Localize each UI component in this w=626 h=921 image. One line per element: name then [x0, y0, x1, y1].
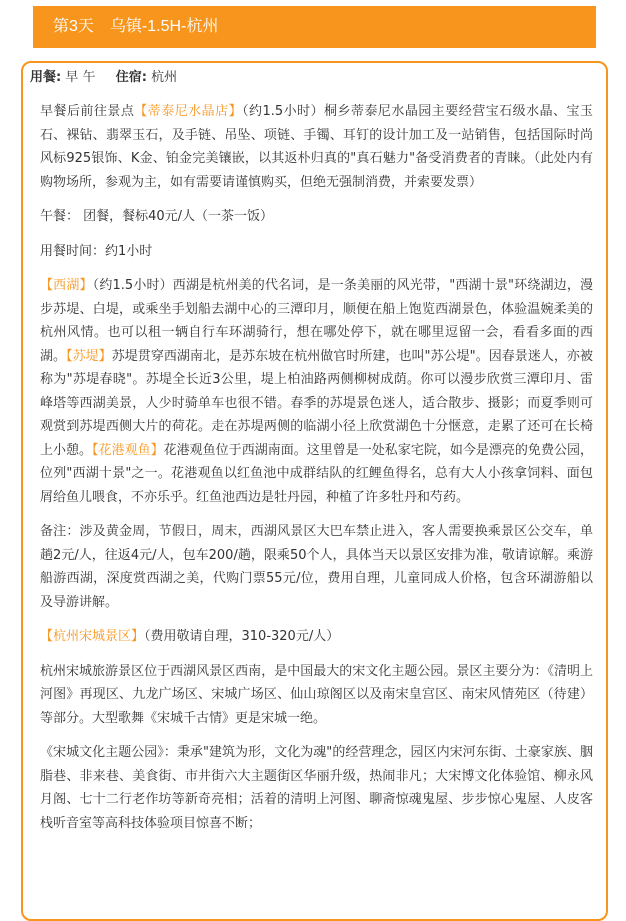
stay-label: 住宿: [115, 70, 147, 85]
meal-label: 用餐: [30, 70, 62, 85]
day-number: 第3天 [53, 18, 94, 35]
highlight-crystal-shop: 【蒂泰尼水晶店】 [134, 104, 243, 119]
paragraph-west-lake [40, 274, 593, 509]
text: 苏堤贯穿西湖南北，是苏东坡在杭州做官时所建，也叫"苏公堤"。因春景迷人，亦被称为"苏堤春晓"。苏堤全长近3公里，堤上柏油路两侧柳树成荫。你可以漫步欣赏三潭印月、雷峰塔等西湖美景，人少时骑单车也很不错。春季的苏堤景色迷人，适合散步、摄影；而夏季则可观赏到苏堤西侧大片的荷花。走在苏堤两侧的临湖小径上欣赏湖色十分惬意，走累了还可在长椅上小憩。 [40, 348, 593, 458]
day-header [33, 6, 596, 48]
paragraph-crystal-shop [40, 100, 593, 194]
meal-stay-info [30, 68, 177, 88]
meal-value: 早 午 [65, 70, 96, 85]
stay-value: 杭州 [151, 70, 178, 85]
paragraph-meal-time: 用餐时间：约1小时 [40, 243, 153, 259]
itinerary-content [40, 100, 593, 846]
highlight-songcheng: 【杭州宋城景区】 [40, 629, 145, 644]
highlight-huagang: 【花港观鱼】 [92, 442, 164, 458]
text: （约1.5小时）西湖是杭州美的代名词，是一条美丽的风光带，"西湖十景"环绕湖边，漫步苏堤、白堤，或乘坐手划船去湖中心的三潭印月，顺便在船上饱览西湖景色，体验温婉柔美的杭州风情。也可以租一辆自行车环湖骑行，想在哪处停下，就在哪里逗留一会，看看多面的西湖。 [40, 278, 593, 364]
text: 早餐后前往景点 [40, 104, 135, 119]
paragraph-lunch: 午餐： 团餐，餐标40元/人（一茶一饭） [40, 209, 274, 224]
paragraph-remarks: 备注：涉及黄金周，节假日，周末，西湖风景区大巴车禁止进入，客人需要换乘景区公交车，单趟2元/人，往返4元/人，包车200/趟，限乘50个人，具体当天以景区安排为准，敬请谅解。乘游船游西湖，深度赏西湖之美，代购门票55元/位，费用自理，儿童同成人价格，包含环湖游船以及导游讲解。 [40, 524, 593, 610]
paragraph-songcheng-title [40, 625, 593, 649]
day-route: 乌镇-1.5H-杭州 [109, 18, 219, 35]
text: （约1.5小时）桐乡蒂泰尼水晶园主要经营宝石级水晶、宝玉石、裸钻、翡翠玉石，及手链、吊坠、项链、手镯、耳钉的设计加工及一站销售，包括国际时尚风标925银饰、K金、铂金完美镶嵌，以其返朴归真的"真石魅力"备受消费者的青睐。（此处内有购物场所，参观为主，如有需要请谨慎购买，但绝无强制消费，并索要发票） [40, 104, 593, 190]
highlight-west-lake: 【西湖】 [40, 278, 93, 293]
text: （费用敬请自理，310-320元/人） [144, 629, 340, 644]
paragraph-songcheng-park: 《宋城文化主题公园》：秉承"建筑为形，文化为魂"的经营理念，园区内宋河东街、土豪家族、胭脂巷、非来巷、美食街、市井街六大主题街区华丽升级，热闹非凡；大宋博文化体验馆、柳永风月阁、七十二行老作坊等新奇亮相；活着的清明上河图、聊斋惊魂鬼屋、步步惊心鬼屋、人皮客栈听音室等高科技体验项目惊喜不断； [40, 745, 593, 831]
paragraph-songcheng-intro: 杭州宋城旅游景区位于西湖风景区西南，是中国最大的宋文化主题公园。景区主要分为：《清明上河图》再现区、九龙广场区、宋城广场区、仙山琼阁区以及南宋皇宫区、南宋风情苑区（待建）等部分。大型歌舞《宋城千古情》更是宋城一绝。 [40, 663, 593, 726]
text: 花港观鱼位于西湖南面。这里曾是一处私家宅院，如今是漂亮的免费公园，位列"西湖十景"之一。花港观鱼以红鱼池中成群结队的红鲤鱼得名，总有大人小孩拿饲料、面包屑给鱼儿喂食，不亦乐乎。红鱼池西边是牡丹园，种植了许多牡丹和芍药。 [40, 442, 593, 505]
highlight-su-causeway: 【苏堤】 [66, 348, 112, 364]
